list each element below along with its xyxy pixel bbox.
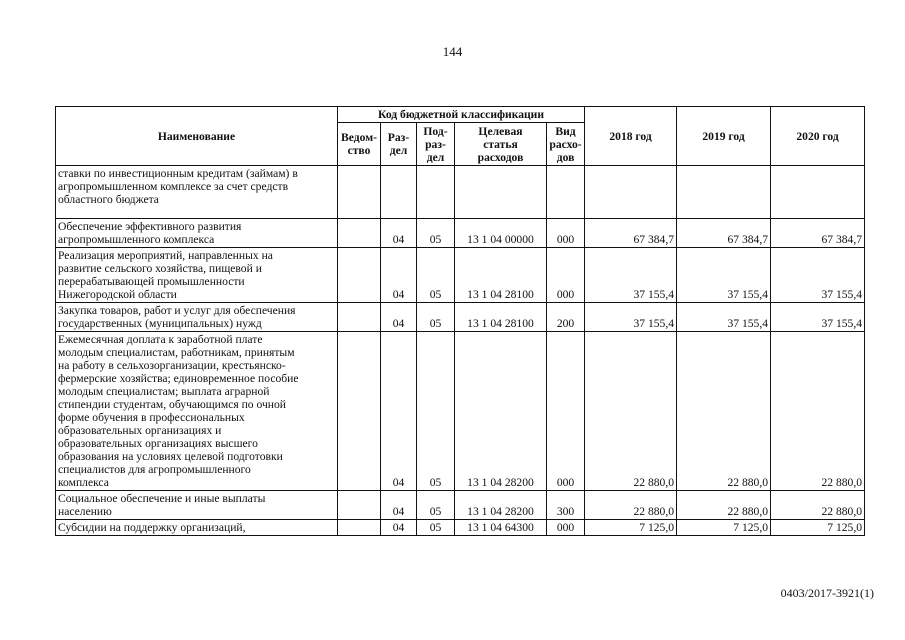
row-vedomstvo: [338, 303, 381, 332]
table-row: [56, 248, 865, 303]
row-2019: 67 384,7: [677, 219, 771, 248]
row-podrazdel: 05: [417, 520, 455, 536]
table-row: [56, 520, 865, 536]
row-podrazdel: [417, 166, 455, 219]
row-2020: 22 880,0: [771, 332, 865, 491]
row-2019: 22 880,0: [677, 332, 771, 491]
row-2018: 7 125,0: [585, 520, 677, 536]
row-2018: 22 880,0: [585, 332, 677, 491]
row-podrazdel: 05: [417, 491, 455, 520]
row-vid: 000: [547, 520, 585, 536]
row-2019: 37 155,4: [677, 303, 771, 332]
row-razdel: 04: [381, 491, 417, 520]
col-name-header: Наименование: [56, 107, 338, 166]
row-2019: 22 880,0: [677, 491, 771, 520]
row-vid: [547, 166, 585, 219]
col-2020-header: 2020 год: [771, 107, 865, 166]
col-celevaya-header: Целевая статья расходов: [455, 123, 547, 166]
row-podrazdel: 05: [417, 248, 455, 303]
row-celevaya: 13 1 04 64300: [455, 520, 547, 536]
row-name: ставки по инвестиционным кредитам (займам) в агропромышленном комплексе за счет средств областного бюджета: [56, 166, 338, 219]
row-2019: [677, 166, 771, 219]
table-row: [56, 491, 865, 520]
row-vid: 300: [547, 491, 585, 520]
col-2018-header: 2018 год: [585, 107, 677, 166]
row-celevaya: [455, 166, 547, 219]
col-podrazdel-header: Под- раз- дел: [417, 123, 455, 166]
row-2019: 37 155,4: [677, 248, 771, 303]
row-name: Социальное обеспечение и иные выплаты населению: [56, 491, 338, 520]
row-2020: 7 125,0: [771, 520, 865, 536]
row-vedomstvo: [338, 248, 381, 303]
row-2020: 37 155,4: [771, 248, 865, 303]
row-celevaya: 13 1 04 28100: [455, 303, 547, 332]
col-razdel-header: Раз- дел: [381, 123, 417, 166]
row-celevaya: 13 1 04 28200: [455, 491, 547, 520]
row-vedomstvo: [338, 219, 381, 248]
row-podrazdel: 05: [417, 303, 455, 332]
row-razdel: 04: [381, 219, 417, 248]
row-vedomstvo: [338, 520, 381, 536]
row-podrazdel: 05: [417, 332, 455, 491]
row-vedomstvo: [338, 332, 381, 491]
row-name: Обеспечение эффективного развития агропромышленного комплекса: [56, 219, 338, 248]
row-razdel: 04: [381, 248, 417, 303]
row-celevaya: 13 1 04 28100: [455, 248, 547, 303]
header-row-1: [56, 107, 865, 123]
row-vid: 000: [547, 219, 585, 248]
row-celevaya: 13 1 04 28200: [455, 332, 547, 491]
row-razdel: 04: [381, 520, 417, 536]
row-vedomstvo: [338, 491, 381, 520]
row-2018: 37 155,4: [585, 248, 677, 303]
row-name: Реализация мероприятий, направленных на развитие сельского хозяйства, пищевой и перерабатывающей промышленности Нижегородской области: [56, 248, 338, 303]
document-code: 0403/2017-3921(1): [780, 586, 874, 600]
table-row: [56, 332, 865, 491]
row-2018: 67 384,7: [585, 219, 677, 248]
table-row: [56, 219, 865, 248]
table-row: [56, 303, 865, 332]
row-2018: 22 880,0: [585, 491, 677, 520]
row-podrazdel: 05: [417, 219, 455, 248]
row-celevaya: 13 1 04 00000: [455, 219, 547, 248]
row-2020: [771, 166, 865, 219]
row-vid: 000: [547, 248, 585, 303]
col-2019-header: 2019 год: [677, 107, 771, 166]
row-name: Закупка товаров, работ и услуг для обеспечения государственных (муниципальных) нужд: [56, 303, 338, 332]
row-vid: 000: [547, 332, 585, 491]
row-name: Ежемесячная доплата к заработной плате молодым специалистам, работникам, принятым на работу в сельхозорганизации, крестьянско- фермерские хозяйства; единовременное пособие молодым специалистам; выплата аграрной стипендии студентам, обучающимся по очной форме обучения в профессиональных образовательных организациях и образовательных организациях высшего образования на условиях целевой подготовки специалистов для агропромышленного комплекса: [56, 332, 338, 491]
row-2020: 22 880,0: [771, 491, 865, 520]
row-2018: [585, 166, 677, 219]
row-vid: 200: [547, 303, 585, 332]
table-row: [56, 166, 865, 219]
row-razdel: [381, 166, 417, 219]
col-vid-header: Вид расхо- дов: [547, 123, 585, 166]
budget-code-group-header: Код бюджетной классификации: [338, 107, 585, 123]
budget-table: [55, 106, 865, 536]
row-razdel: 04: [381, 332, 417, 491]
row-2020: 67 384,7: [771, 219, 865, 248]
row-2019: 7 125,0: [677, 520, 771, 536]
row-2018: 37 155,4: [585, 303, 677, 332]
row-vedomstvo: [338, 166, 381, 219]
row-2020: 37 155,4: [771, 303, 865, 332]
row-name: Субсидии на поддержку организаций,: [56, 520, 338, 536]
col-vedomstvo-header: Ведом- ство: [338, 123, 381, 166]
row-razdel: 04: [381, 303, 417, 332]
page-number: 144: [442, 44, 463, 59]
